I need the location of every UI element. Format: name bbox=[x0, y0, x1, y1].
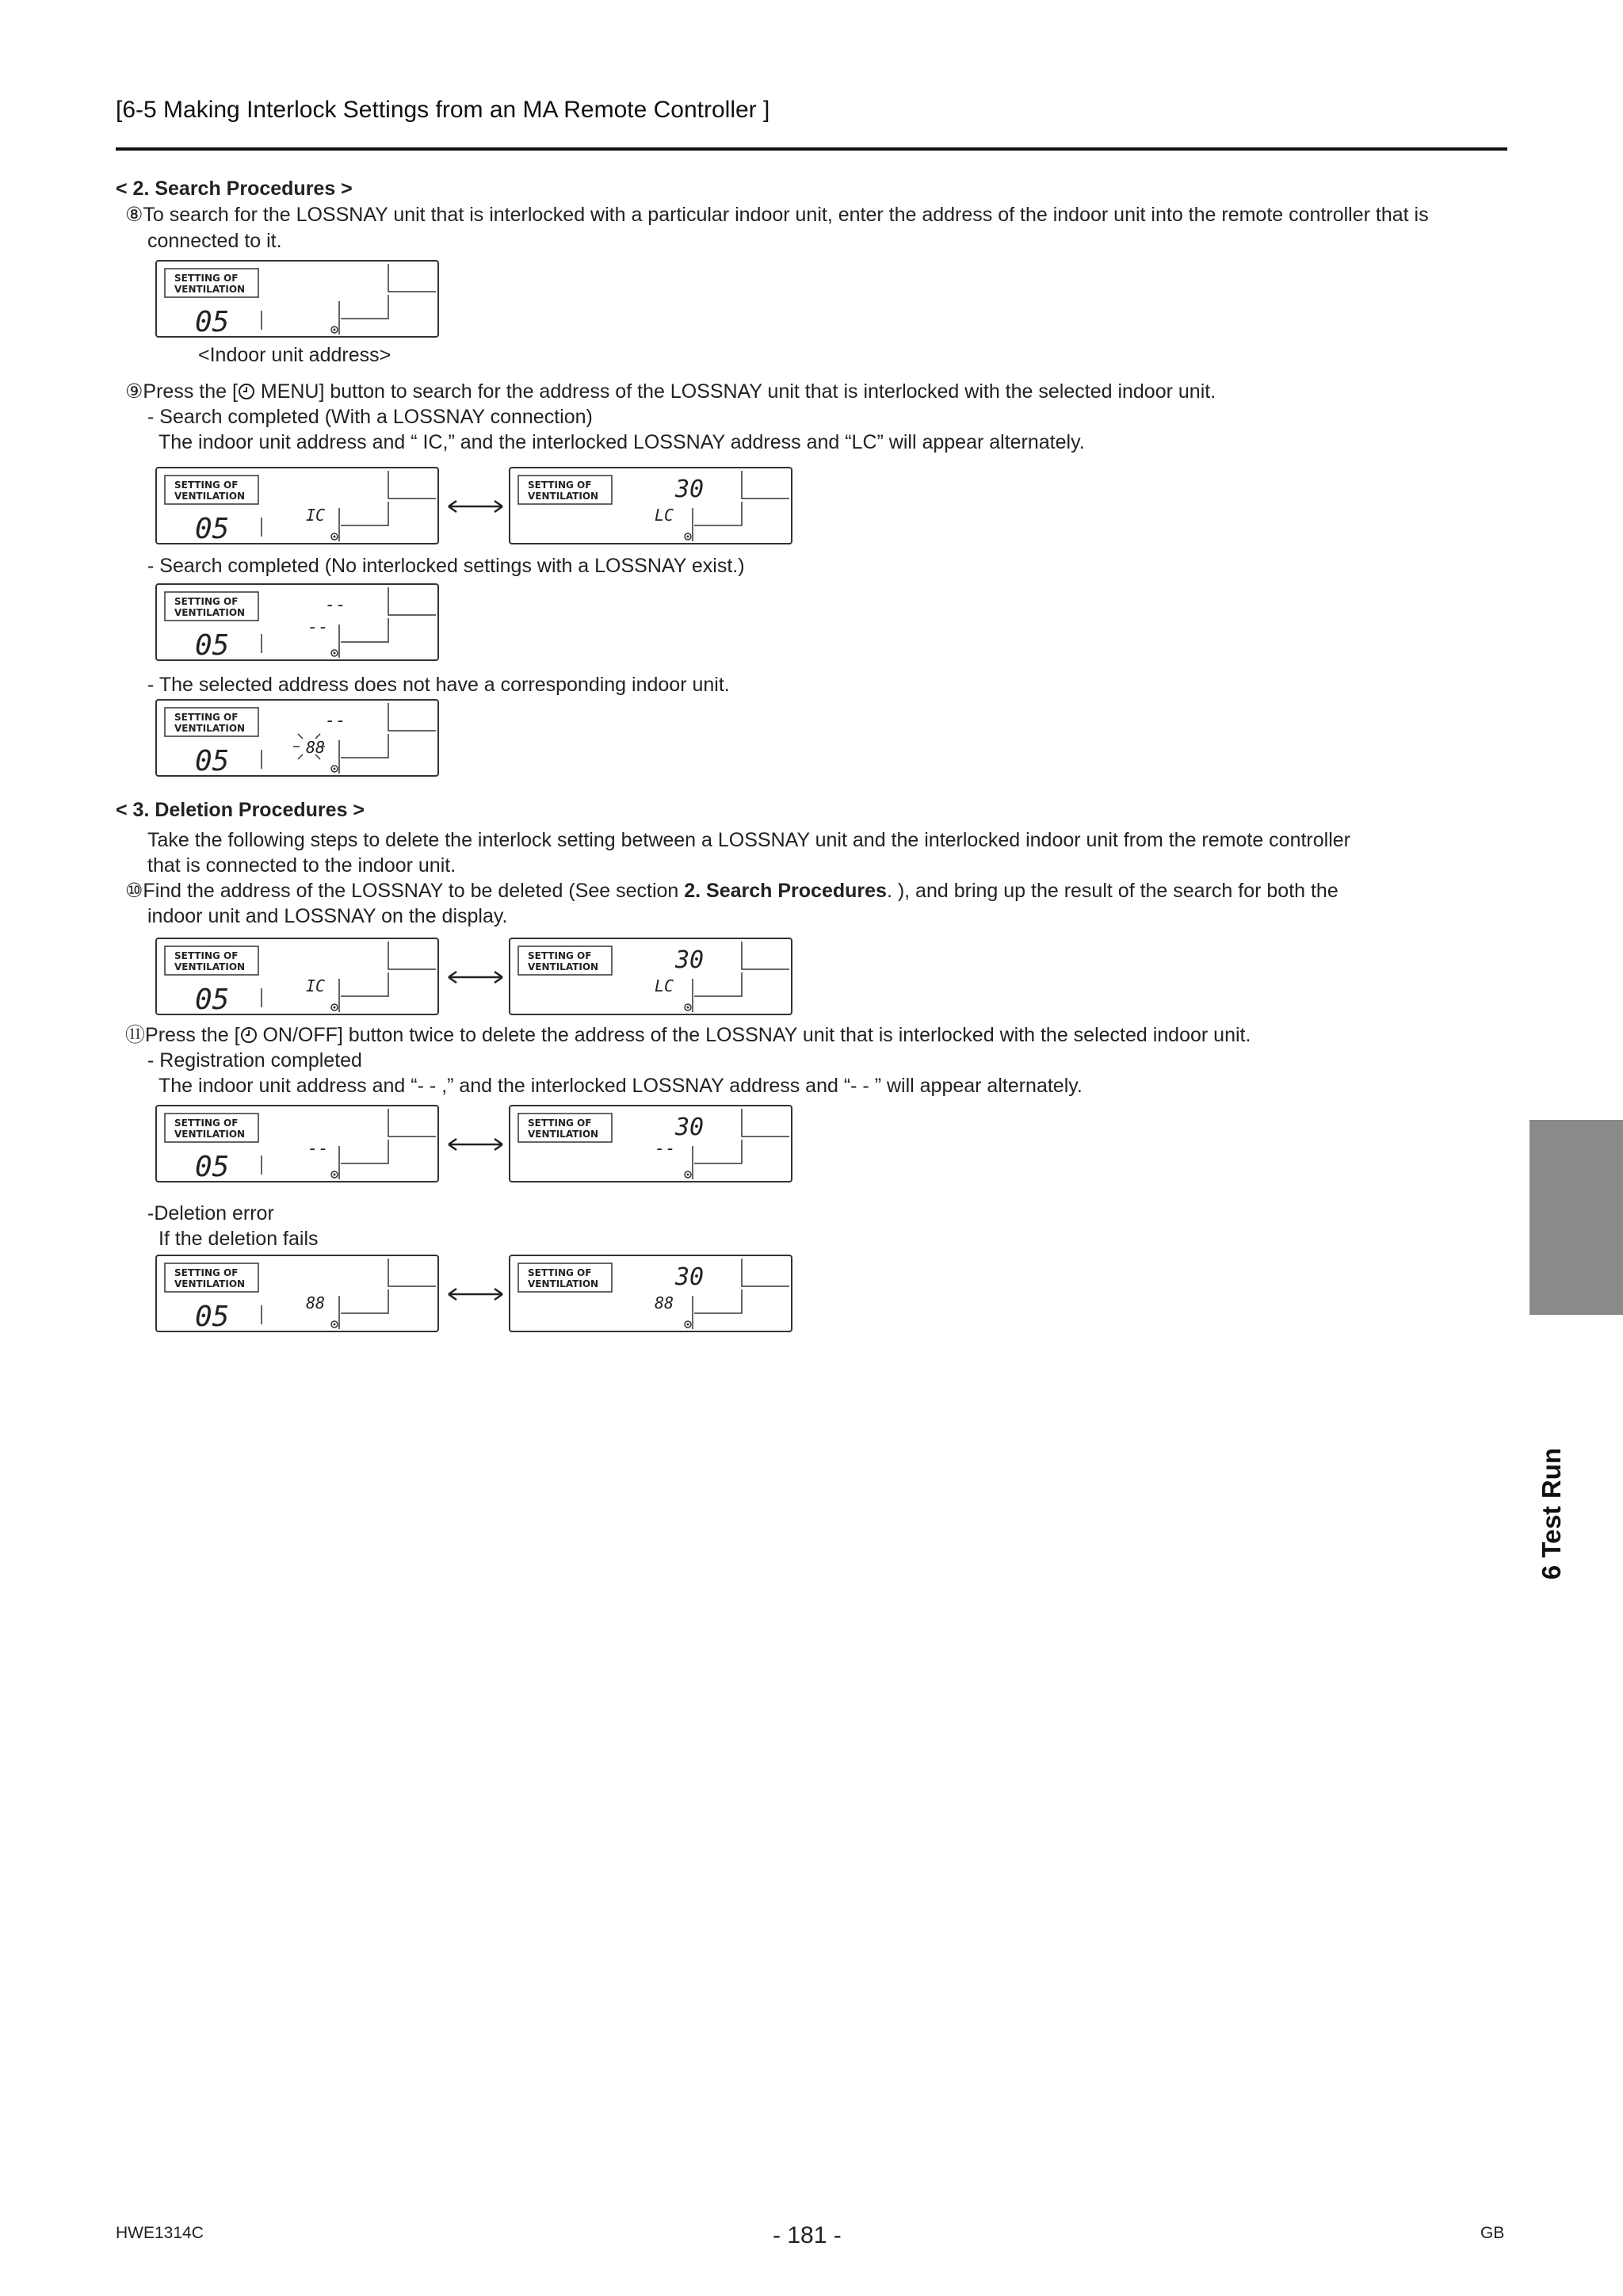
lcd-segment-frame bbox=[388, 942, 436, 969]
lcd-graphic bbox=[157, 701, 437, 775]
lcd-dot-center bbox=[687, 1324, 689, 1326]
lcd-mid-value: 88 bbox=[655, 1293, 674, 1312]
lcd-segment-frame bbox=[339, 1289, 388, 1329]
lcd-mid-value: IC bbox=[306, 506, 326, 525]
lcd-segment-frame bbox=[693, 1140, 742, 1179]
step9-text: ⑨Press the [ MENU] button to search for the address of the LOSSNAY unit that is interlocked with the selected indoor unit. bbox=[125, 380, 1216, 403]
lcd-label-line1: SETTING OF bbox=[528, 1117, 592, 1129]
step10-text: ⑩Find the address of the LOSSNAY to be deleted (See section 2. Search Procedures. ), and bring up the result of the search for both the bbox=[125, 879, 1338, 902]
step8-line1: To search for the LOSSNAY unit that is interlocked with a particular indoor unit, enter the address of the indoor unit into the remote controller that is bbox=[143, 204, 1429, 226]
lcd-segment-frame bbox=[388, 471, 436, 499]
lcd-label-line2: VENTILATION bbox=[174, 607, 246, 618]
lcd-dot-center bbox=[687, 536, 689, 538]
lcd-label-line2: VENTILATION bbox=[174, 1278, 246, 1289]
step9-case1: - Search completed (With a LOSSNAY connection) bbox=[147, 406, 593, 428]
step10-line2: indoor unit and LOSSNAY on the display. bbox=[147, 905, 508, 927]
lcd-segment-frame bbox=[388, 1259, 436, 1286]
lcd-graphic bbox=[510, 1256, 791, 1331]
step11-registration-desc: The indoor unit address and “- - ,” and the interlocked LOSSNAY address and “- - ” will appear alternately. bbox=[158, 1075, 1083, 1097]
header-rule bbox=[116, 147, 1507, 151]
step9-number: ⑨ bbox=[125, 380, 143, 403]
lcd-main-value: 05 bbox=[195, 306, 230, 336]
step9-case1-desc: The indoor unit address and “ IC,” and the interlocked LOSSNAY address and “LC” will appear alternately. bbox=[158, 431, 1085, 453]
lcd-dot-center bbox=[334, 652, 336, 655]
lcd-label-line1: SETTING OF bbox=[174, 1267, 239, 1278]
step9-case3: - The selected address does not have a corresponding indoor unit. bbox=[147, 674, 730, 696]
lcd-top-value: -- bbox=[325, 595, 346, 615]
lcd-indoor-address bbox=[155, 260, 439, 338]
lcd-label-line2: VENTILATION bbox=[174, 284, 246, 295]
lcd-label-line2: VENTILATION bbox=[528, 961, 599, 972]
lcd-top-value: -- bbox=[325, 711, 346, 731]
double-arrow-icon bbox=[447, 1133, 504, 1156]
lcd-label-line1: SETTING OF bbox=[528, 1267, 592, 1278]
lcd-segment-frame bbox=[742, 471, 789, 499]
double-arrow-icon bbox=[447, 965, 504, 989]
lcd-graphic bbox=[157, 468, 437, 543]
lcd-mid-value: -- bbox=[655, 1139, 676, 1159]
lcd-main-value: 05 bbox=[195, 1301, 230, 1331]
lcd-reg-indoor bbox=[155, 1105, 439, 1182]
lcd-dot-center bbox=[687, 1007, 689, 1009]
lcd-mid-value: -- bbox=[307, 617, 329, 637]
lcd-label-line1: SETTING OF bbox=[174, 479, 239, 491]
step8-line2: connected to it. bbox=[147, 230, 282, 252]
step11-text: ⑪Press the [ ON/OFF] button twice to delete the address of the LOSSNAY unit that is interlocked with the selected indoor unit. bbox=[125, 1023, 1251, 1046]
lcd-top-value: 30 bbox=[675, 1114, 705, 1141]
lcd-graphic bbox=[157, 1256, 437, 1331]
lcd-segment-frame bbox=[339, 502, 388, 541]
lcd-graphic bbox=[157, 262, 437, 336]
lcd-graphic bbox=[510, 1106, 791, 1181]
lcd-del-indoor-ic bbox=[155, 938, 439, 1015]
lcd-segment-frame bbox=[693, 1289, 742, 1329]
lcd-mid-value: IC bbox=[306, 976, 326, 995]
lcd-dot-center bbox=[334, 536, 336, 538]
lcd-mid-value: LC bbox=[655, 976, 674, 995]
lcd-top-value: 30 bbox=[675, 476, 705, 503]
step11-error: -Deletion error bbox=[147, 1202, 274, 1224]
lcd-graphic bbox=[157, 1106, 437, 1181]
lcd-del-lossnay-lc bbox=[509, 938, 792, 1015]
lcd-segment-frame bbox=[388, 587, 436, 615]
double-arrow-icon bbox=[447, 1282, 504, 1306]
lcd-graphic bbox=[510, 468, 791, 543]
step11-number: ⑪ bbox=[125, 1023, 146, 1046]
step8-text bbox=[125, 202, 1429, 227]
lcd-main-value: 05 bbox=[195, 629, 230, 659]
lcd-dot-center bbox=[334, 329, 336, 331]
chapter-tab bbox=[1529, 1120, 1623, 1315]
lcd-top-value: 30 bbox=[675, 1263, 705, 1291]
lcd-main-value: 05 bbox=[195, 1151, 230, 1181]
section2-heading: < 2. Search Procedures > bbox=[116, 178, 353, 200]
step11-error-desc: If the deletion fails bbox=[158, 1228, 319, 1250]
lcd-reg-lossnay bbox=[509, 1105, 792, 1182]
lcd-graphic bbox=[157, 939, 437, 1014]
lcd-label-line2: VENTILATION bbox=[528, 1278, 599, 1289]
lcd-label-line2: VENTILATION bbox=[528, 1129, 599, 1140]
lcd-segment-frame bbox=[339, 734, 388, 774]
lcd-segment-frame bbox=[388, 703, 436, 731]
lcd-err-lossnay bbox=[509, 1255, 792, 1332]
lcd-no-indoor-unit bbox=[155, 699, 439, 777]
lcd-label-line1: SETTING OF bbox=[174, 950, 239, 961]
lcd-lossnay-lc bbox=[509, 467, 792, 544]
lcd-label-line1: SETTING OF bbox=[174, 273, 239, 284]
lcd-label-line1: SETTING OF bbox=[174, 712, 239, 723]
lcd-segment-frame bbox=[693, 972, 742, 1012]
lcd-segment-frame bbox=[742, 1259, 789, 1286]
lcd-mid-value: -- bbox=[307, 1139, 329, 1159]
lcd-label-line1: SETTING OF bbox=[528, 950, 592, 961]
lcd-graphic bbox=[157, 585, 437, 659]
lcd-label-line2: VENTILATION bbox=[174, 491, 246, 502]
lcd-label-line1: SETTING OF bbox=[174, 596, 239, 607]
lcd-top-value: 30 bbox=[675, 946, 705, 974]
footer-region: GB bbox=[1480, 2224, 1505, 2242]
lcd-label-line2: VENTILATION bbox=[174, 1129, 246, 1140]
lcd-label-line2: VENTILATION bbox=[174, 723, 246, 734]
page-header-title: [6-5 Making Interlock Settings from an MA Remote Controller ] bbox=[116, 97, 770, 123]
section3-heading: < 3. Deletion Procedures > bbox=[116, 799, 365, 821]
lcd-mid-value: 88 bbox=[306, 738, 326, 757]
lcd-segment-frame bbox=[339, 972, 388, 1012]
section3-intro1: Take the following steps to delete the interlock setting between a LOSSNAY unit and the interlocked indoor unit from the remote controller bbox=[147, 829, 1350, 851]
lcd-err-indoor bbox=[155, 1255, 439, 1332]
section3-intro2: that is connected to the indoor unit. bbox=[147, 854, 456, 877]
footer-page-number: - 181 - bbox=[773, 2222, 842, 2248]
lcd-segment-frame bbox=[388, 264, 436, 292]
lcd-label-line1: SETTING OF bbox=[174, 1117, 239, 1129]
lcd-mid-value: 88 bbox=[306, 1293, 326, 1312]
lcd-segment-frame bbox=[339, 618, 388, 658]
lcd-dot-center bbox=[687, 1174, 689, 1176]
lcd-segment-frame bbox=[339, 1140, 388, 1179]
lcd-dot-center bbox=[334, 1007, 336, 1009]
lcd-label-line2: VENTILATION bbox=[174, 961, 246, 972]
step10-number: ⑩ bbox=[125, 879, 143, 902]
lcd-indoor-ic bbox=[155, 467, 439, 544]
double-arrow-icon bbox=[447, 495, 504, 518]
lcd-dot-center bbox=[334, 1324, 336, 1326]
step11-registration: - Registration completed bbox=[147, 1049, 362, 1072]
lcd-dot-center bbox=[334, 768, 336, 770]
lcd-segment-frame bbox=[693, 502, 742, 541]
lcd-no-interlock bbox=[155, 583, 439, 661]
lcd-main-value: 05 bbox=[195, 984, 230, 1014]
lcd-segment-frame bbox=[388, 1109, 436, 1137]
lcd-main-value: 05 bbox=[195, 745, 230, 775]
footer-doc-code: HWE1314C bbox=[116, 2224, 204, 2242]
clock-icon bbox=[238, 383, 255, 400]
lcd-segment-frame bbox=[742, 1109, 789, 1137]
lcd-dot-center bbox=[334, 1174, 336, 1176]
step9-case2: - Search completed (No interlocked settings with a LOSSNAY exist.) bbox=[147, 555, 745, 577]
indoor-address-caption: <Indoor unit address> bbox=[198, 344, 391, 366]
lcd-main-value: 05 bbox=[195, 513, 230, 543]
step8-number: ⑧ bbox=[125, 203, 143, 226]
lcd-graphic bbox=[510, 939, 791, 1014]
lcd-label-line2: VENTILATION bbox=[528, 491, 599, 502]
lcd-mid-value: LC bbox=[655, 506, 674, 525]
lcd-segment-frame bbox=[339, 295, 388, 334]
clock-icon bbox=[240, 1026, 258, 1044]
lcd-label-line1: SETTING OF bbox=[528, 479, 592, 491]
lcd-segment-frame bbox=[742, 942, 789, 969]
chapter-tab-label: 6 Test Run bbox=[1537, 1447, 1566, 1580]
